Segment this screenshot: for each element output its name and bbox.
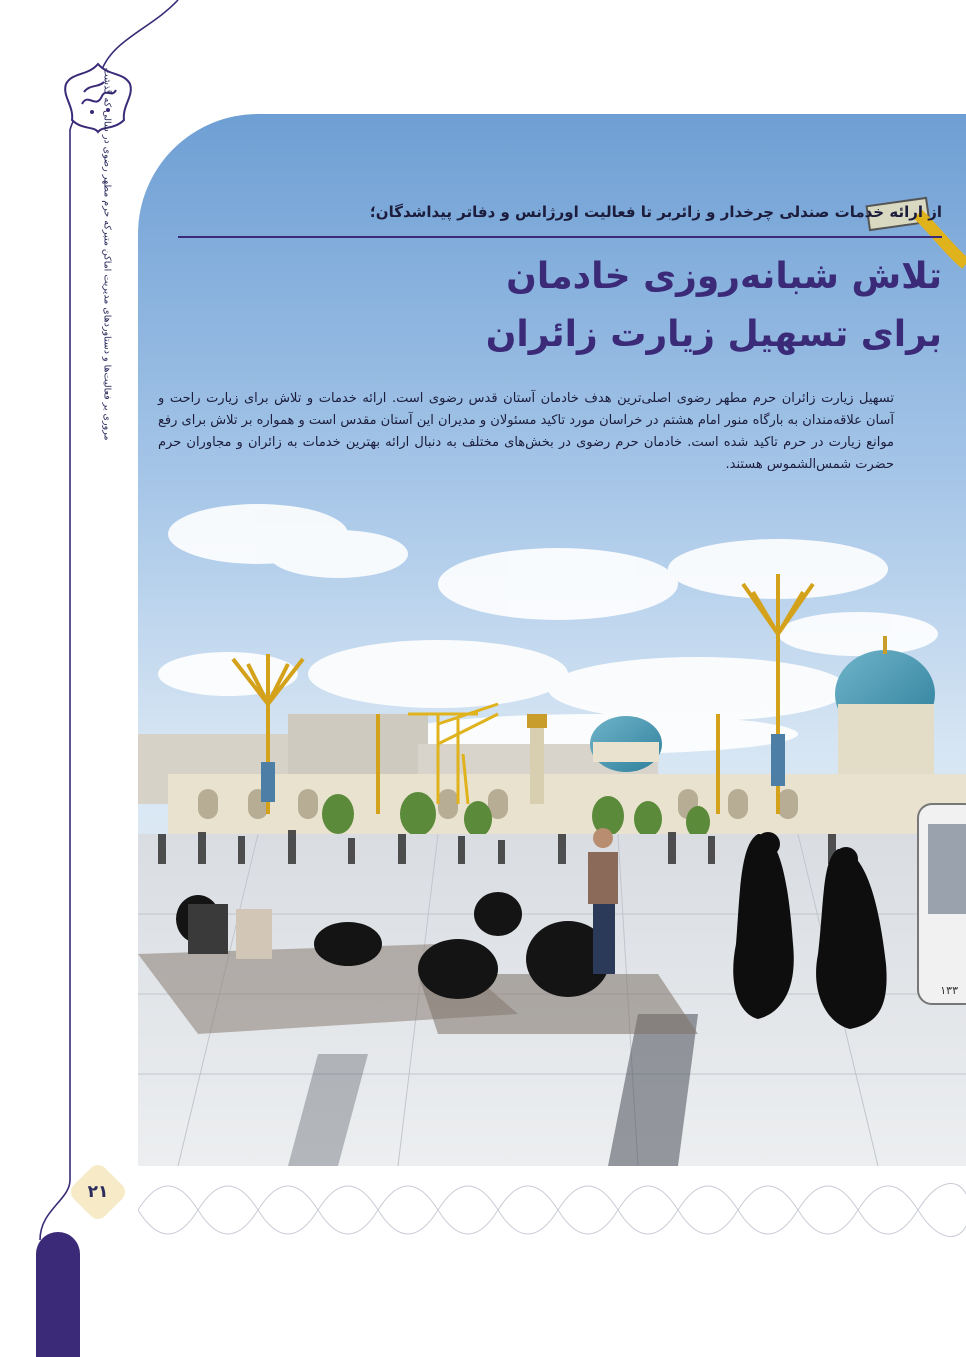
lead-divider	[178, 236, 942, 238]
bottom-accent-bar	[36, 1232, 80, 1357]
title-line-2: برای تسهیل زیارت زائران	[485, 314, 942, 355]
title-line-1: تلاش شبانه‌روزی خادمان	[506, 256, 942, 297]
decorative-pattern	[138, 1178, 966, 1242]
vehicle-number: ۱۳۳	[940, 984, 958, 997]
magazine-emblem-icon	[62, 62, 134, 134]
sidebar-caption-text: مروری بر فعالیت‌ها و دستاوردهای مدیریت اماکن متبرکه حرم مطهر رضوی در سالی که گذشت	[101, 67, 113, 441]
article-body: تسهیل زیارت زائران حرم مطهر رضوی اصلی‌ترین هدف خادمان آستان قدس رضوی است. ارائه خدمات و تلاش برای زیارت راحت و آسان علاقه‌مندان به بارگاه منور امام هشتم در خراسان مورد تاکید مسئولان و مدیران این آستان مقدس است و همواره بر تلاش برای رفع موانع زیارت در حرم تاکید شده است. خادمان حرم رضوی در بخش‌های مختلف به دنبال ارائه بهترین خدمات به زائران و مجاوران حرم حضرت شمس‌الشموس هستند.	[158, 391, 894, 472]
sidebar-caption	[100, 67, 114, 442]
page-number: ۲۱	[87, 1182, 109, 1202]
page-number-badge	[67, 1161, 129, 1223]
article-title	[182, 248, 942, 364]
article-lead: از ارائه خدمات صندلی چرخدار و زائربر تا فعالیت اورژانس و دفاتر پیداشدگان؛	[369, 203, 942, 221]
